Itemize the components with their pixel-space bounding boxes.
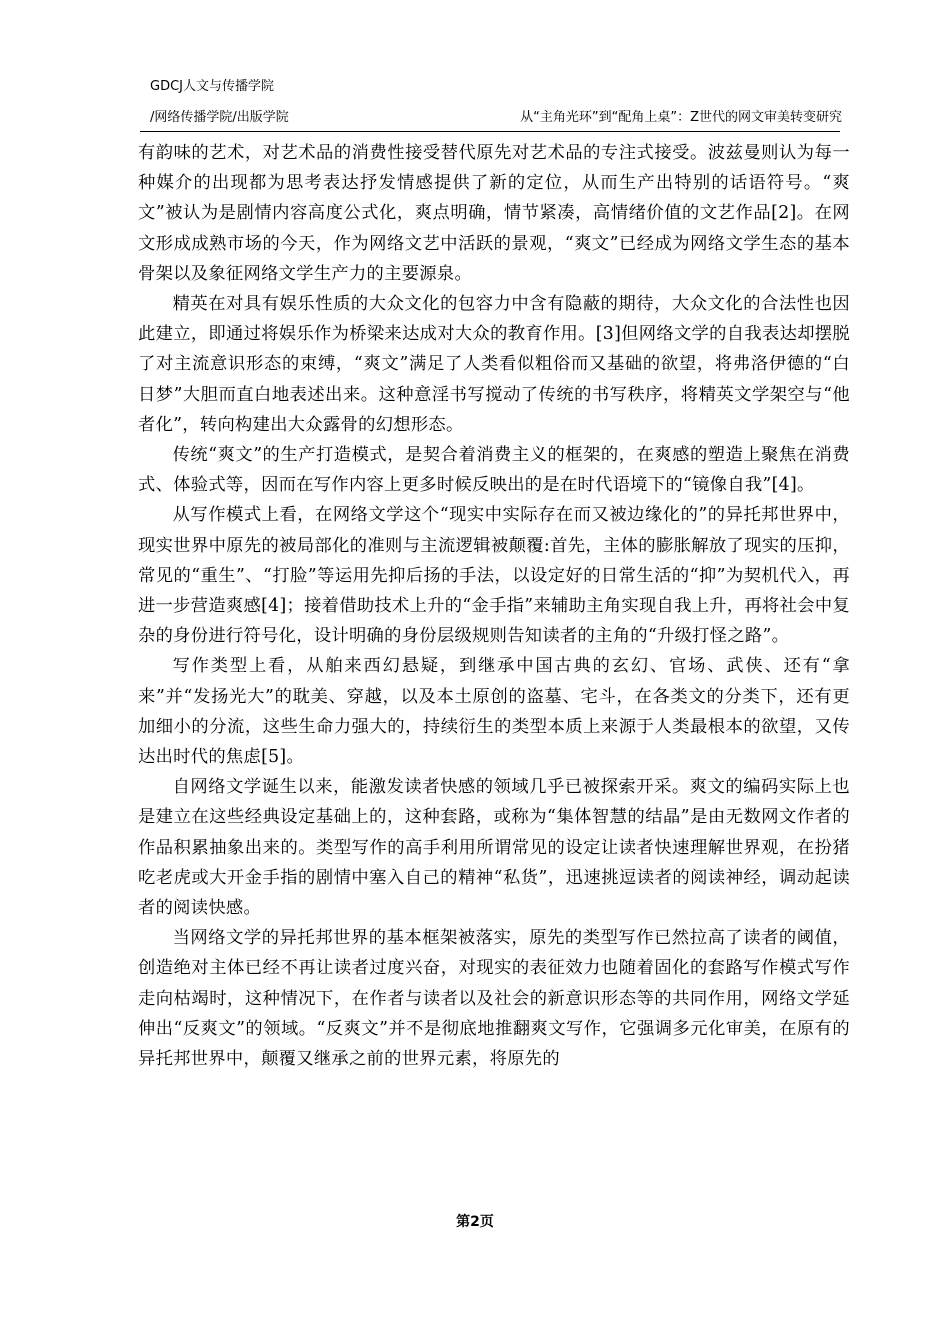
paragraph: 有韵味的艺术，对艺术品的消费性接受替代原先对艺术品的专注式接受。波兹曼则认为每一种媒介的出现都为思考表达抒发情感提供了新的定位，从而生产出特别的话语符号。“爽文”被认为是剧情内容高度公式化，爽点明确，情节紧凑，高情绪价值的文艺作品[2]。在网文形成成熟市场的今天，作为网络文艺中活跃的景观，“爽文”已经成为网络文学生态的基本骨架以及象征网络文学生产力的主要源泉。 [138, 143, 850, 284]
header-department: /网络传播学院/出版学院 [150, 110, 289, 125]
paragraph: 当网络文学的异托邦世界的基本框架被落实，原先的类型写作已然拉高了读者的阈值，创造绝对主体已经不再让读者过度兴奋，对现实的表征效力也随着固化的套路写作模式写作走向枯竭时，这种情况下，在作者与读者以及社会的新意识形态等的共同作用，网络文学延伸出“反爽文”的领域。“反爽文”并不是彻底地推翻爽文写作，它强调多元化审美，在原有的异托邦世界中，颠覆又继承之前的世界元素，将原先的 [138, 928, 850, 1070]
paragraph: 写作类型上看，从舶来西幻悬疑，到继承中国古典的玄幻、官场、武侠、还有“拿来”并“发扬光大”的耽美、穿越，以及本土原创的盗墓、宅斗，在各类文的分类下，还有更加细小的分流，这些生命力强大的，持续衍生的类型本质上来源于人类最根本的欲望，又传达出时代的焦虑[5]。 [138, 656, 850, 768]
paragraph: 传统“爽文”的生产打造模式，是契合着消费主义的框架的，在爽感的塑造上聚焦在消费式、体验式等，因而在写作内容上更多时候反映出的是在时代语境下的“镜像自我”[4]。 [138, 445, 850, 496]
paragraph: 精英在对具有娱乐性质的大众文化的包容力中含有隐蔽的期待，大众文化的合法性也因此建立，即通过将娱乐作为桥梁来达成对大众的教育作用。[3]但网络文学的自我表达却摆脱了对主流意识形态的束缚，“爽文”满足了人类看似粗俗而又基础的欲望，将弗洛伊德的“白日梦”大胆而直白地表述出来。这种意淫书写搅动了传统的书写秩序，将精英文学架空与“他者化”，转向构建出大众露骨的幻想形态。 [138, 294, 850, 435]
paragraph: 自网络文学诞生以来，能激发读者快感的领域几乎已被探索开采。爽文的编码实际上也是建立在这些经典设定基础上的，这种套路，或称为“集体智慧的结晶”是由无数网文作者的作品积累抽象出来的。类型写作的高手利用所谓常见的设定让读者快速理解世界观，在扮猪吃老虎或大开金手指的剧情中塞入自己的精神“私货”，迅速挑逗读者的阅读神经，调动起读者的阅读快感。 [138, 777, 850, 919]
header-divider [140, 131, 840, 132]
body-text [138, 138, 850, 1074]
header-paper-title: 从“主角光环”到“配角上桌”：Z世代的网文审美转变研究 [520, 110, 842, 125]
header-institution: GDCJ人文与传播学院 [150, 79, 274, 94]
paragraph: 从写作模式上看，在网络文学这个“现实中实际存在而又被边缘化的”的异托邦世界中，现实世界中原先的被局部化的准则与主流逻辑被颠覆:首先，主体的膨胀解放了现实的压抑，常见的“重生”、“打脸”等运用先抑后扬的手法，以设定好的日常生活的“抑”为契机代入，再进一步营造爽感[4]；接着借助技术上升的“金手指”来辅助主角实现自我上升，再将社会中复杂的身份进行符号化，设计明确的身份层级规则告知读者的主角的“升级打怪之路”。 [138, 505, 850, 647]
page-number: 第2页 [456, 1214, 494, 1230]
